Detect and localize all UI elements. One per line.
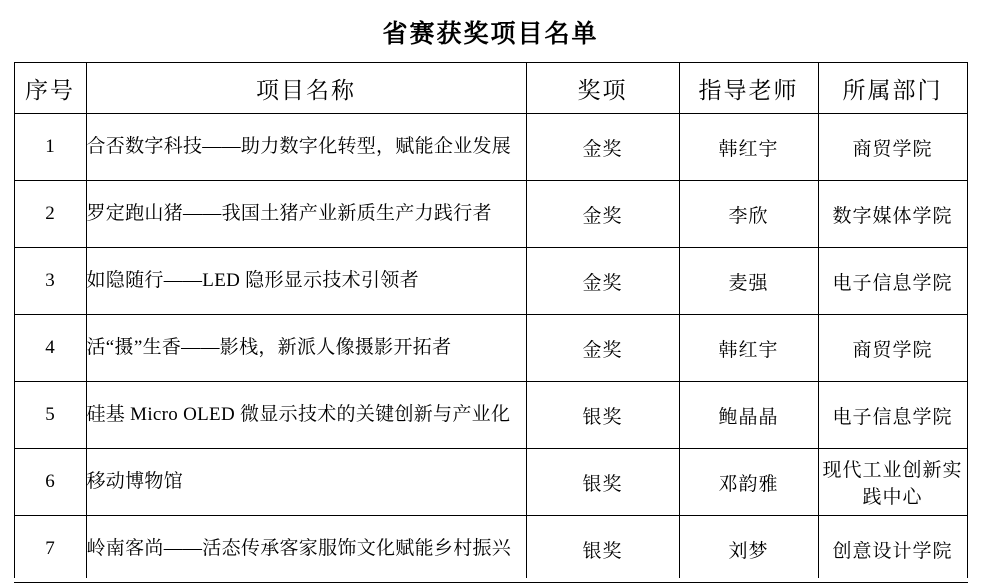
table-row <box>14 516 967 583</box>
cell-index: 3 <box>14 248 86 315</box>
cell-award: 金奖 <box>526 248 679 315</box>
cell-index: 2 <box>14 181 86 248</box>
cell-project-name: 移动博物馆 <box>86 449 526 516</box>
cell-department: 电子信息学院 <box>818 382 967 449</box>
cell-teacher: 刘梦 <box>679 516 818 583</box>
award-list-table <box>14 62 968 583</box>
cell-teacher: 邓韵雅 <box>679 449 818 516</box>
table-header-row <box>14 63 967 114</box>
cell-department: 电子信息学院 <box>818 248 967 315</box>
cell-award: 金奖 <box>526 315 679 382</box>
table-row <box>14 382 967 449</box>
page-title: 省赛获奖项目名单 <box>382 21 599 48</box>
column-header-award: 奖项 <box>526 63 679 114</box>
cell-index: 1 <box>14 114 86 181</box>
cell-project-name: 硅基 Micro OLED 微显示技术的关键创新与产业化 <box>86 382 526 449</box>
cell-project-name: 如隐随行——LED 隐形显示技术引领者 <box>86 248 526 315</box>
cell-teacher: 韩红宇 <box>679 114 818 181</box>
cell-teacher: 鲍晶晶 <box>679 382 818 449</box>
table-row <box>14 248 967 315</box>
column-header-index: 序号 <box>14 63 86 114</box>
cell-index: 7 <box>14 516 86 583</box>
cell-award: 金奖 <box>526 181 679 248</box>
cell-index: 5 <box>14 382 86 449</box>
cell-teacher: 麦强 <box>679 248 818 315</box>
cell-project-name: 活“摄”生香——影栈，新派人像摄影开拓者 <box>86 315 526 382</box>
cell-department: 商贸学院 <box>818 315 967 382</box>
cell-award: 银奖 <box>526 382 679 449</box>
cell-project-name: 岭南客尚——活态传承客家服饰文化赋能乡村振兴 <box>86 516 526 583</box>
table-row <box>14 315 967 382</box>
cell-department: 商贸学院 <box>818 114 967 181</box>
column-header-department: 所属部门 <box>818 63 967 114</box>
cell-project-name: 合否数字科技——助力数字化转型，赋能企业发展 <box>86 114 526 181</box>
cell-award: 金奖 <box>526 114 679 181</box>
cell-department: 创意设计学院 <box>818 516 967 583</box>
cell-index: 6 <box>14 449 86 516</box>
cell-index: 4 <box>14 315 86 382</box>
cell-award: 银奖 <box>526 449 679 516</box>
cell-department: 现代工业创新实践中心 <box>818 449 967 516</box>
page-bottom-clip <box>0 578 981 582</box>
cell-teacher: 韩红宇 <box>679 315 818 382</box>
column-header-teacher: 指导老师 <box>679 63 818 114</box>
table-row <box>14 181 967 248</box>
table-row <box>14 114 967 181</box>
column-header-project-name: 项目名称 <box>86 63 526 114</box>
table-row <box>14 449 967 516</box>
cell-award: 银奖 <box>526 516 679 583</box>
cell-department: 数字媒体学院 <box>818 181 967 248</box>
cell-teacher: 李欣 <box>679 181 818 248</box>
table-header <box>14 63 967 114</box>
table-body <box>14 114 967 583</box>
cell-project-name: 罗定跑山猪——我国土猪产业新质生产力践行者 <box>86 181 526 248</box>
